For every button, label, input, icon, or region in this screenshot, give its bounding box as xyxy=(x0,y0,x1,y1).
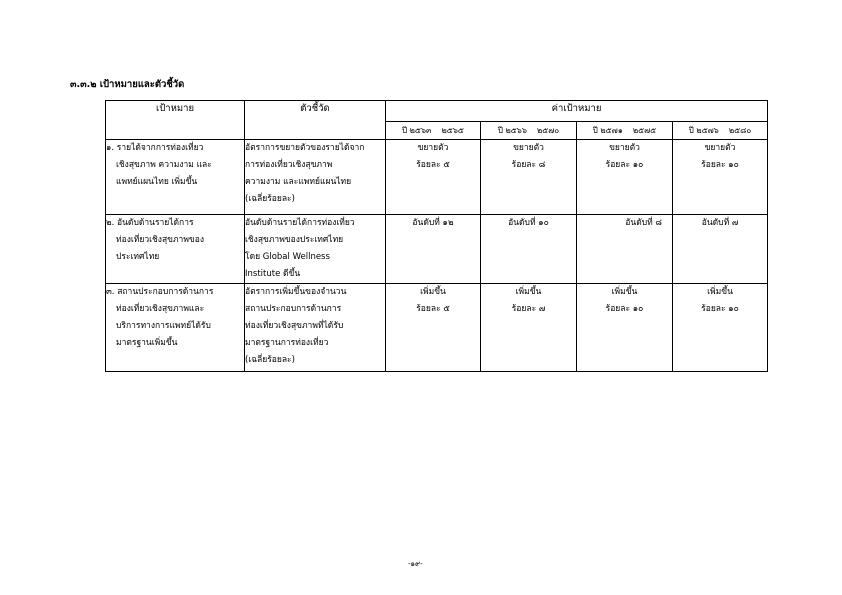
header-row xyxy=(106,101,768,122)
indicator-cell xyxy=(245,140,386,215)
target-cell xyxy=(577,215,673,284)
period-to: ๒๕๖๕ xyxy=(441,126,464,135)
goal-header: เป้าหมาย xyxy=(106,101,245,140)
indicator-line: ท่องเที่ยวเชิงสุขภาพที่ได้รับ xyxy=(245,321,344,331)
section-heading: ๓.๓.๒ เป้าหมายและตัวชี้วัด xyxy=(70,79,185,90)
target-cell xyxy=(481,284,577,372)
period-from: ปี ๒๕๖๖ xyxy=(497,126,527,135)
goal-line: เชิงสุขภาพ ความงาม และ xyxy=(116,160,212,170)
goal-cell xyxy=(106,284,245,372)
indicator-line: การท่องเที่ยวเชิงสุขภาพ xyxy=(245,160,333,170)
target-line: ร้อยละ ๑๐ xyxy=(605,160,644,170)
target-line: ขยายตัว xyxy=(704,143,736,153)
target-line: ร้อยละ ๑๐ xyxy=(701,304,739,314)
indicator-line: สถานประกอบการด้านการ xyxy=(245,304,342,314)
table-row xyxy=(106,284,768,372)
indicator-line: (เฉลี่ยร้อยละ) xyxy=(245,355,295,365)
target-line: ร้อยละ ๕ xyxy=(416,160,450,170)
indicator-line: เชิงสุขภาพของประเทศไทย xyxy=(245,235,344,245)
period-from: ปี ๒๕๗๑ xyxy=(592,126,623,135)
target-line: ร้อยละ ๘ xyxy=(511,160,546,170)
indicator-line: อัตราการเพิ่มขึ้นของจำนวน xyxy=(245,287,347,297)
indicator-line: Institute ดีขึ้น xyxy=(245,269,301,279)
period-header xyxy=(481,122,577,140)
period-to: ๒๕๗๐ xyxy=(536,126,560,135)
period-from: ปี ๒๕๗๖ xyxy=(688,126,719,135)
period-to: ๒๕๗๕ xyxy=(632,126,657,135)
period-header xyxy=(386,122,481,140)
period-from: ปี ๒๕๖๓ xyxy=(402,126,432,135)
goal-line: แพทย์แผนไทย เพิ่มขึ้น xyxy=(116,177,198,187)
target-cell xyxy=(386,215,481,284)
target-line: ขยายตัว xyxy=(513,143,544,153)
target-line: เพิ่มขึ้น xyxy=(707,287,733,297)
target-line: อันดับที่ ๑๒ xyxy=(412,218,454,228)
page-number: -๑๙- xyxy=(408,560,423,568)
indicator-line: อันดับด้านรายได้การท่องเที่ยว xyxy=(245,218,355,228)
period-header xyxy=(577,122,673,140)
goal-line: ๒. อันดับด้านรายได้การ xyxy=(106,218,194,228)
indicator-line: ความงาม และแพทย์แผนไทย xyxy=(245,177,352,187)
target-cell xyxy=(577,284,673,372)
table-row xyxy=(106,140,768,215)
goal-line: ๓. สถานประกอบการด้านการ xyxy=(106,287,214,297)
target-line: ร้อยละ ๗ xyxy=(511,304,546,314)
indicator-header: ตัวชี้วัด xyxy=(245,101,386,140)
target-line: ร้อยละ ๑๐ xyxy=(701,160,739,170)
target-cell xyxy=(481,215,577,284)
indicator-cell xyxy=(245,284,386,372)
target-cell xyxy=(673,284,768,372)
target-header: ค่าเป้าหมาย xyxy=(386,101,768,122)
goal-line: ท่องเที่ยวเชิงสุขภาพของ xyxy=(116,235,204,245)
goal-line: ท่องเที่ยวเชิงสุขภาพและ xyxy=(116,304,205,314)
target-line: อันดับที่ ๗ xyxy=(701,218,739,228)
targets-indicators-table xyxy=(105,100,768,372)
target-cell xyxy=(481,140,577,215)
target-line: เพิ่มขึ้น xyxy=(611,287,638,297)
goal-line: มาตรฐานเพิ่มขึ้น xyxy=(116,338,178,348)
target-cell xyxy=(386,284,481,372)
goal-cell xyxy=(106,215,245,284)
target-line: อันดับที่ ๘ xyxy=(625,218,662,228)
target-cell xyxy=(577,140,673,215)
target-line: ขยายตัว xyxy=(417,143,449,153)
indicator-line: มาตรฐานการท่องเที่ยว xyxy=(245,338,329,348)
target-cell xyxy=(673,215,768,284)
target-cell xyxy=(386,140,481,215)
target-line: อันดับที่ ๑๐ xyxy=(508,218,549,228)
target-line: ร้อยละ ๕ xyxy=(416,304,450,314)
target-line: เพิ่มขึ้น xyxy=(515,287,542,297)
target-line: เพิ่มขึ้น xyxy=(420,287,446,297)
indicator-line: โดย Global Wellness xyxy=(245,252,330,262)
indicator-line: (เฉลี่ยร้อยละ) xyxy=(245,194,295,204)
period-to: ๒๕๘๐ xyxy=(728,126,752,135)
goal-line: บริการทางการแพทย์ได้รับ xyxy=(116,321,211,331)
period-header xyxy=(673,122,768,140)
target-cell xyxy=(673,140,768,215)
goal-line: ประเทศไทย xyxy=(116,252,160,262)
target-line: ร้อยละ ๑๐ xyxy=(605,304,644,314)
indicator-cell xyxy=(245,215,386,284)
goal-line: ๑. รายได้จากการท่องเที่ยว xyxy=(106,143,204,153)
indicator-line: อัตราการขยายตัวของรายได้จาก xyxy=(245,143,365,153)
table-row xyxy=(106,215,768,284)
target-line: ขยายตัว xyxy=(609,143,640,153)
goal-cell xyxy=(106,140,245,215)
